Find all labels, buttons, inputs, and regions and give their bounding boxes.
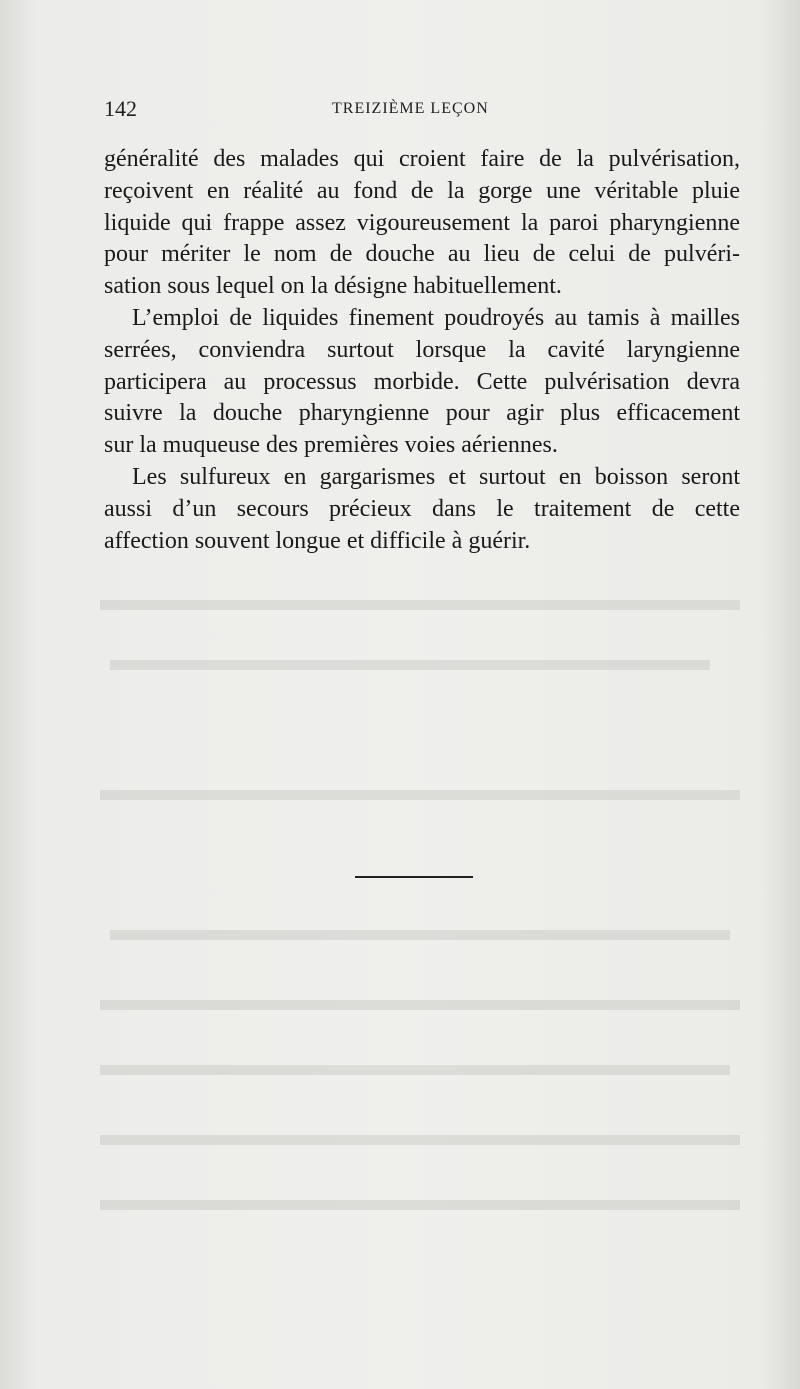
- text-line: Les sulfureux en gargarismes et surtout en boisson seront: [132, 463, 740, 490]
- text-line: liquide qui frappe assez vigoureusement la paroi pharyngienne: [104, 209, 740, 236]
- text-line: aussi d’un secours précieux dans le traitement de cette: [104, 495, 740, 522]
- body-text: [104, 144, 740, 557]
- text-line: reçoivent en réalité au fond de la gorge une véritable pluie: [104, 177, 740, 204]
- text-line: généralité des malades qui croient faire de la pulvérisation,: [104, 146, 740, 172]
- paragraph-3: [104, 462, 740, 557]
- text-line: pour mériter le nom de douche au lieu de celui de pulvéri-: [104, 241, 740, 268]
- text-line: affection souvent longue et difficile à guérir.: [104, 527, 531, 554]
- paragraph-2: [104, 303, 740, 462]
- page-number: 142: [104, 96, 137, 121]
- text-line: sur la muqueuse des premières voies aériennes.: [104, 432, 558, 459]
- text-line: L’emploi de liquides finement poudroyés au tamis à mailles: [132, 304, 740, 331]
- page-header: [104, 96, 744, 126]
- paragraph-1: [104, 144, 740, 303]
- text-line: suivre la douche pharyngienne pour agir plus efficacement: [104, 400, 740, 427]
- running-title: TREIZIÈME LEÇON: [332, 100, 489, 117]
- text-line: participera au processus morbide. Cette pulvérisation devra: [104, 368, 740, 395]
- text-line: serrées, conviendra surtout lorsque la cavité laryngienne: [104, 336, 740, 363]
- section-end-rule: [355, 876, 473, 878]
- text-line: sation sous lequel on la désigne habituellement.: [104, 273, 562, 300]
